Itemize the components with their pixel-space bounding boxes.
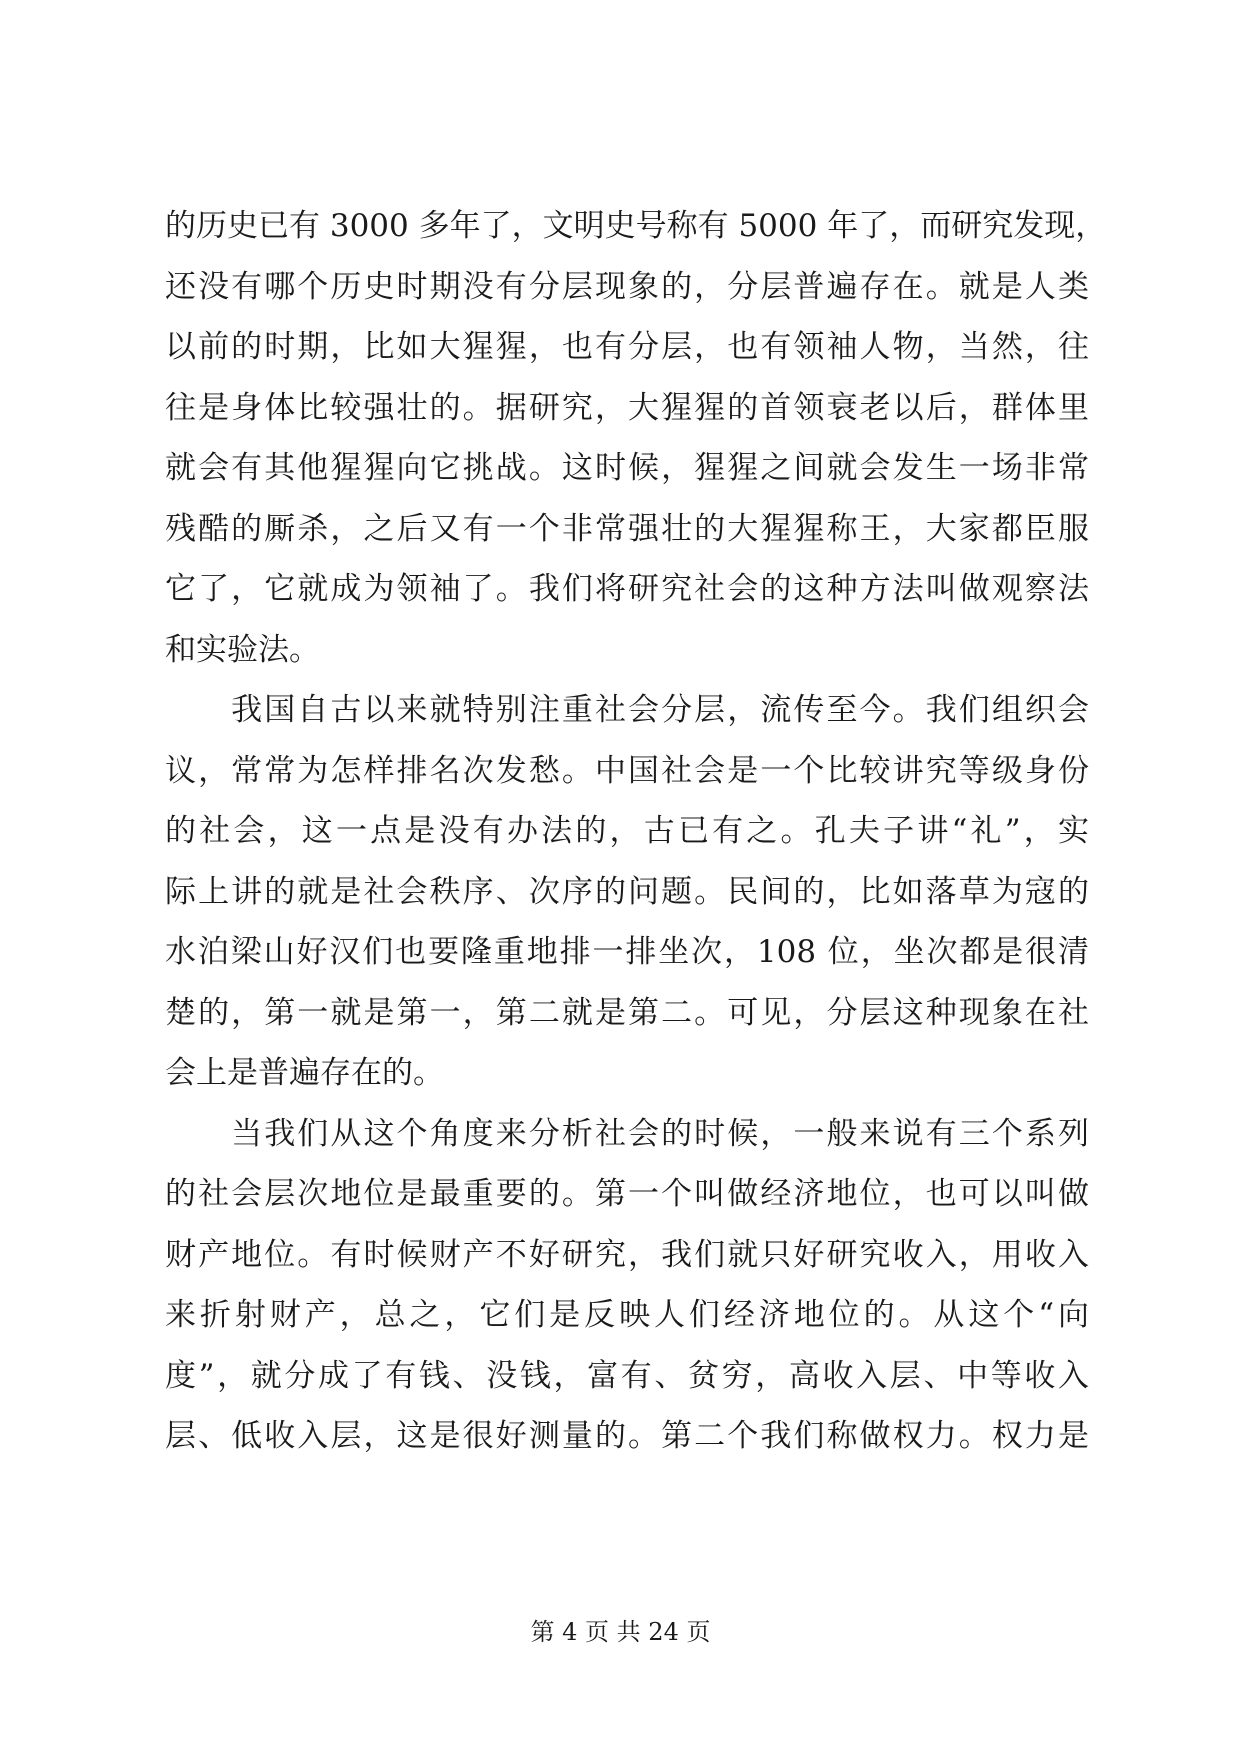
text-line: 就会有其他猩猩向它挑战。这时候，猩猩之间就会发生一场非常 (165, 450, 1089, 486)
text-line: 际上讲的就是社会秩序、次序的问题。民间的，比如落草为寇的 (165, 873, 1089, 910)
text-line: 度”，就分成了有钱、没钱，富有、贫穷，高收入层、中等收入 (165, 1357, 1089, 1394)
text-line: 以前的时期，比如大猩猩，也有分层，也有领袖人物，当然，往 (165, 329, 1089, 365)
text-line: 往是身体比较强壮的。据研究，大猩猩的首领衰老以后，群体里 (165, 389, 1089, 426)
text-line: 楚的，第一就是第一，第二就是第二。可见，分层这种现象在社 (165, 994, 1089, 1031)
paragraph-end-line: 会上是普遍存在的。 (165, 1055, 444, 1091)
page-number-footer: 第 4 页 共 24 页 (530, 1618, 711, 1646)
text-line: 残酷的厮杀，之后又有一个非常强壮的大猩猩称王，大家都臣服 (165, 510, 1089, 547)
body-text (165, 196, 1107, 1467)
text-line: 水泊梁山好汉们也要隆重地排一排坐次，108 位，坐次都是很清 (165, 934, 1089, 970)
text-line: 议，常常为怎样排名次发愁。中国社会是一个比较讲究等级身份 (165, 752, 1089, 789)
text-line: 财产地位。有时候财产不好研究，我们就只好研究收入，用收入 (165, 1236, 1089, 1273)
text-line: 它了，它就成为领袖了。我们将研究社会的这种方法叫做观察法 (165, 571, 1089, 607)
text-line: 还没有哪个历史时期没有分层现象的，分层普遍存在。就是人类 (165, 268, 1089, 305)
text-line: 的历史已有 3000 多年了，文明史号称有 5000 年了，而研究发现， (165, 208, 1107, 244)
text-line: 我国自古以来就特别注重社会分层，流传至今。我们组织会 (165, 692, 1089, 728)
paragraph-end-line: 和实验法。 (165, 631, 320, 668)
text-line: 来折射财产，总之，它们是反映人们经济地位的。从这个“向 (165, 1297, 1089, 1333)
text-line: 的社会，这一点是没有办法的，古已有之。孔夫子讲“礼”，实 (165, 813, 1089, 849)
text-line: 层、低收入层，这是很好测量的。第二个我们称做权力。权力是 (165, 1418, 1089, 1454)
text-line: 当我们从这个角度来分析社会的时候，一般来说有三个系列 (165, 1115, 1089, 1152)
text-line: 的社会层次地位是最重要的。第一个叫做经济地位，也可以叫做 (165, 1176, 1089, 1212)
